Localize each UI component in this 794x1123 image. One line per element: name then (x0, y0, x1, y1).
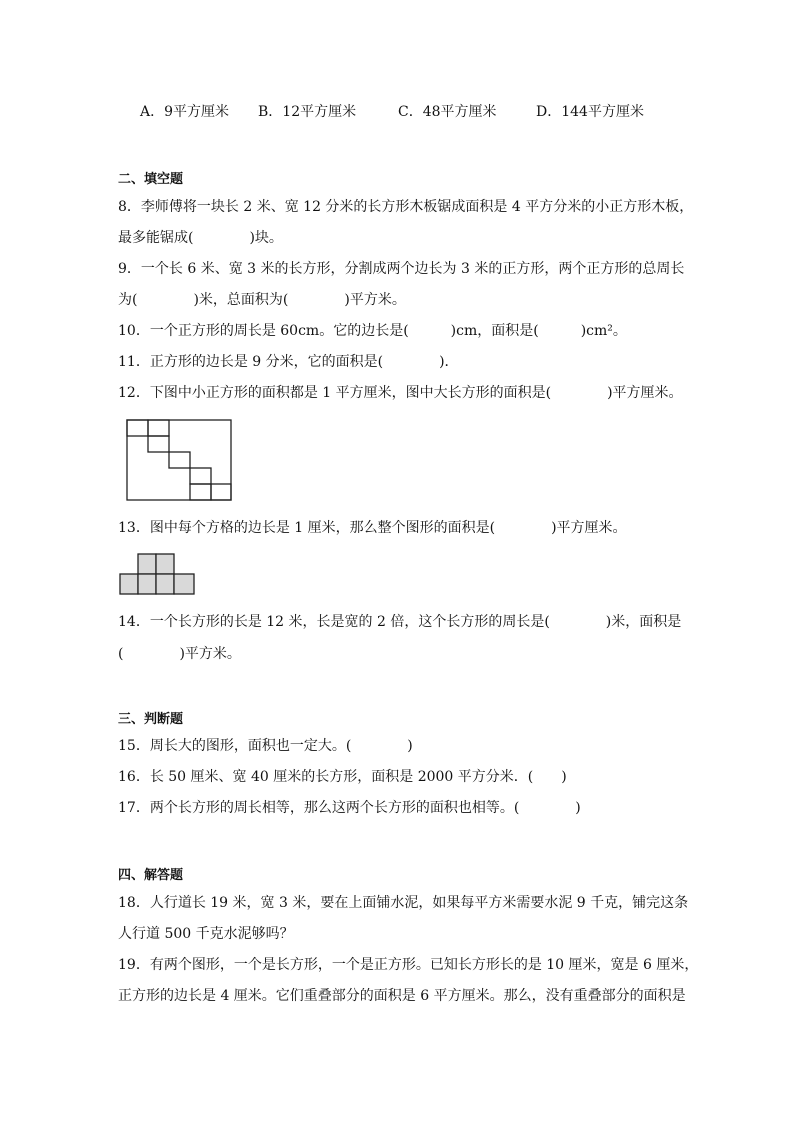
unit-square (148, 420, 169, 436)
question-9-line-1: 9．一个长 6 米、宽 3 米的长方形，分割成两个边长为 3 米的正方形，两个正方形的总周长 (118, 261, 685, 277)
grid-cell (138, 574, 156, 594)
unit-square (190, 468, 211, 484)
grid-cell (174, 574, 194, 594)
figure-staircase-rectangle (126, 418, 234, 502)
question-19-line-1: 19．有两个图形，一个是长方形，一个是正方形。已知长方形长的是 10 厘米，宽是 6 厘米， (118, 957, 699, 973)
question-19-line-2: 正方形的边长是 4 厘米。它们重叠部分的面积是 6 平方厘米。那么，没有重叠部分的面积是 (118, 988, 686, 1004)
unit-square (169, 452, 190, 468)
large-rectangle (127, 420, 231, 500)
question-10: 10．一个正方形的周长是 60cm。它的边长是( )cm，面积是( )cm²。 (118, 323, 627, 339)
option-a: A．9平方厘米 (140, 104, 230, 120)
question-15: 15．周长大的图形，面积也一定大。( ) (118, 738, 413, 754)
option-d: D．144平方厘米 (536, 104, 644, 120)
question-14-line-1: 14．一个长方形的长是 12 米，长是宽的 2 倍，这个长方形的周长是( )米，面积是 (118, 614, 682, 630)
grid-cell (156, 574, 174, 594)
question-16: 16．长 50 厘米、宽 40 厘米的长方形，面积是 2000 平方分米．( ) (118, 769, 567, 785)
option-c: C．48平方厘米 (398, 104, 497, 120)
question-14-line-2: ( )平方米。 (118, 646, 241, 662)
unit-square (148, 436, 169, 452)
figure-grid-shape (119, 552, 197, 596)
question-12: 12．下图中小正方形的面积都是 1 平方厘米，图中大长方形的面积是( )平方厘米。 (118, 385, 683, 401)
grid-cell (138, 554, 156, 574)
unit-square (127, 420, 148, 436)
unit-square (190, 484, 211, 500)
question-18-line-2: 人行道 500 千克水泥够吗？ (118, 926, 294, 942)
question-9-line-2: 为( )米，总面积为( )平方米。 (118, 292, 406, 308)
question-8-line-1: 8．李师傅将一块长 2 米、宽 12 分米的长方形木板锯成面积是 4 平方分米的小正方形木板， (118, 199, 694, 215)
grid-cell (156, 554, 174, 574)
unit-square (211, 484, 231, 500)
question-13: 13．图中每个方格的边长是 1 厘米，那么整个图形的面积是( )平方厘米。 (118, 520, 627, 536)
grid-cell (120, 574, 138, 594)
question-17: 17．两个长方形的周长相等，那么这两个长方形的面积也相等。( ) (118, 800, 581, 816)
section-title-fill-blank: 二、填空题 (118, 172, 184, 187)
question-11: 11．正方形的边长是 9 分米，它的面积是( )． (118, 354, 459, 370)
question-18-line-1: 18．人行道长 19 米，宽 3 米，要在上面铺水泥，如果每平方米需要水泥 9 千克，铺完这条 (118, 895, 689, 911)
section-title-answer: 四、解答题 (118, 868, 184, 883)
section-title-true-false: 三、判断题 (118, 712, 184, 727)
option-b: B．12平方厘米 (258, 104, 357, 120)
question-8-line-2: 最多能锯成( )块。 (118, 230, 283, 246)
